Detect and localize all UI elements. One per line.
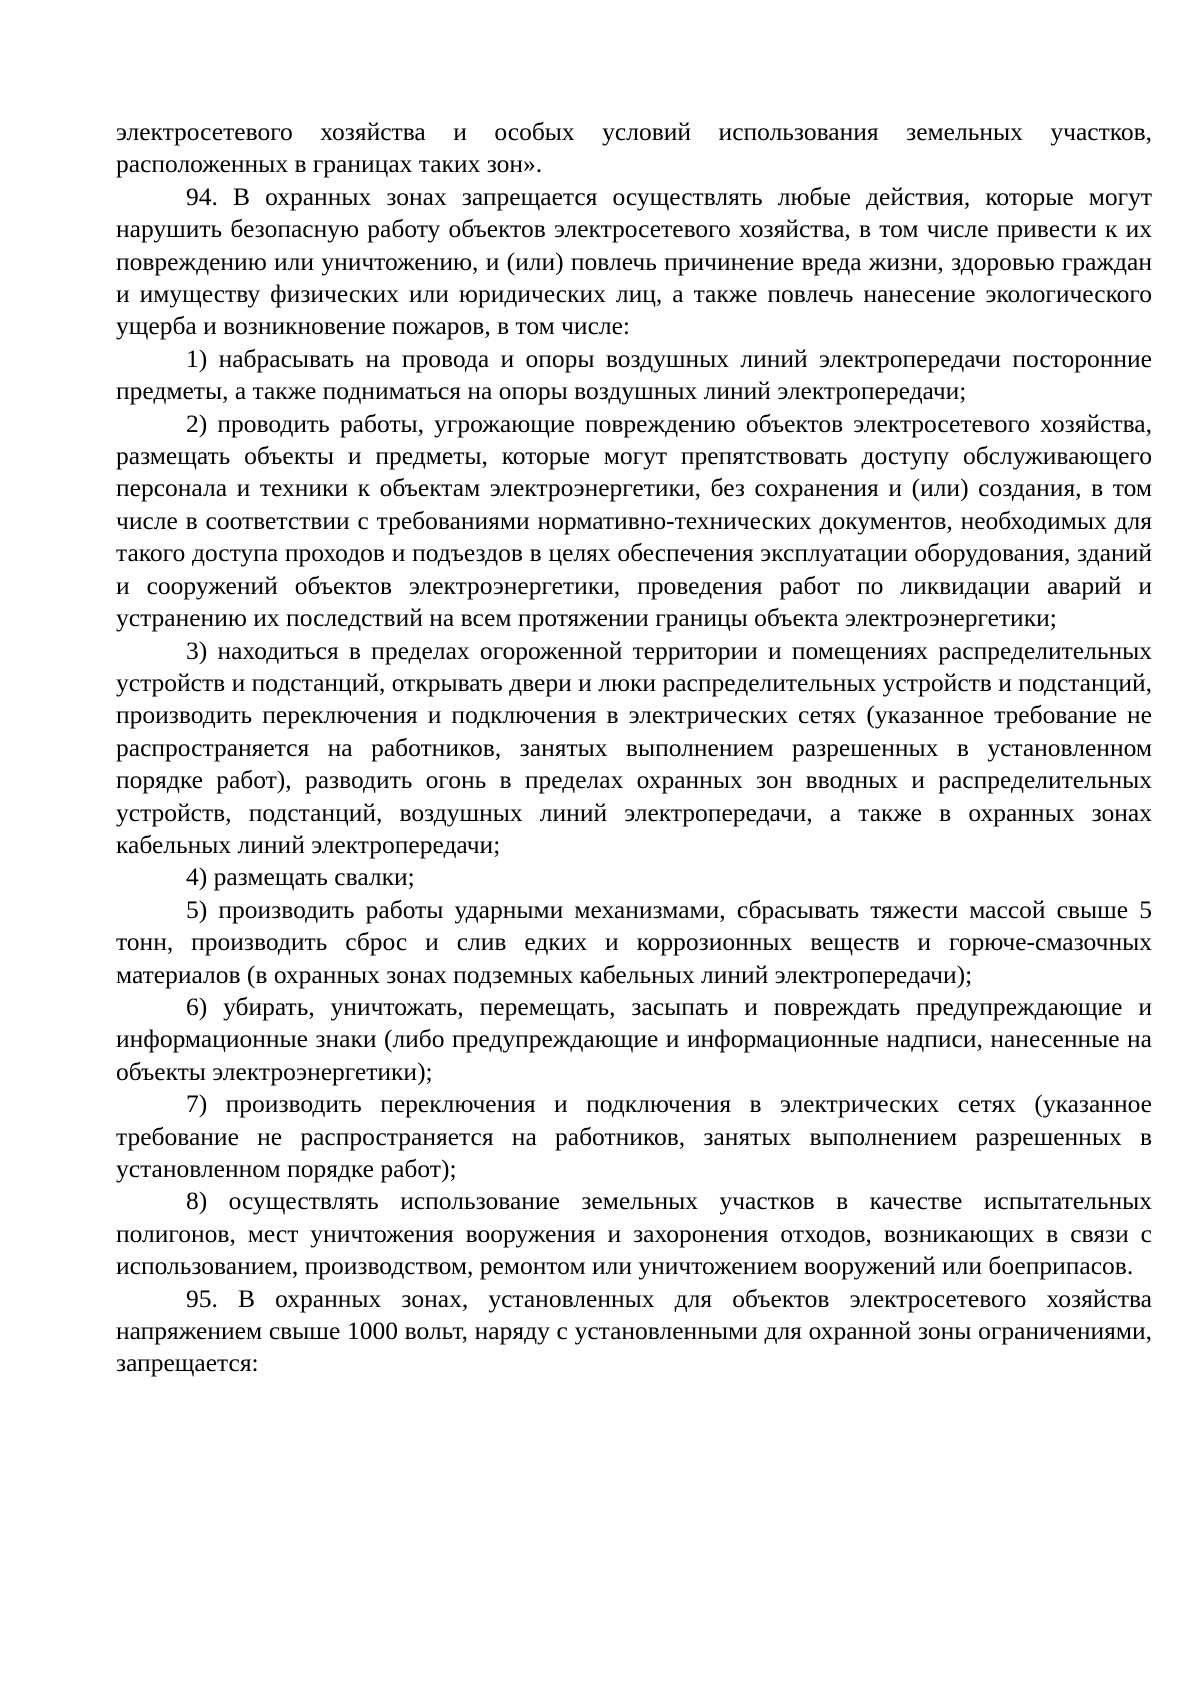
paragraph-94: 94. В охранных зонах запрещается осуществлять любые действия, которые могут нарушить безопасную работу объектов электросетевого хозяйства, в том числе привести к их повреждению или уничтожению, и (или) повлечь причинение вреда жизни, здоровью граждан и имуществу физических или юридических лиц, а также повлечь нанесение экологического ущерба и возникновение пожаров, в том числе: — [116, 181, 1152, 341]
list-item-1: 1) набрасывать на провода и опоры воздушных линий электропередачи посторонние предметы, а также подниматься на опоры воздушных линий электропередачи; — [116, 343, 1152, 406]
list-item-5: 5) производить работы ударными механизмами, сбрасывать тяжести массой свыше 5 тонн, производить сброс и слив едких и коррозионных веществ и горюче-смазочных материалов (в охранных зонах подземных кабельных линий электропередачи); — [116, 894, 1152, 989]
list-item-2: 2) проводить работы, угрожающие повреждению объектов электросетевого хозяйства, размещать объекты и предметы, которые могут препятствовать доступу обслуживающего персонала и техники к объектам электроэнергетики, без сохранения и (или) создания, в том числе в соответствии с требованиями нормативно-технических документов, необходимых для такого доступа проходов и подъездов в целях обеспечения эксплуатации оборудования, зданий и сооружений объектов электроэнергетики, проведения работ по ликвидации аварий и устранению их последствий на всем протяжении границы объекта электроэнергетики; — [116, 408, 1152, 633]
paragraph-95: 95. В охранных зонах, установленных для объектов электросетевого хозяйства напряжением свыше 1000 вольт, наряду с установленными для охранной зоны ограничениями, запрещается: — [116, 1283, 1152, 1378]
document-page — [116, 116, 1152, 1380]
list-item-6: 6) убирать, уничтожать, перемещать, засыпать и повреждать предупреждающие и информационные знаки (либо предупреждающие и информационные надписи, нанесенные на объекты электроэнергетики); — [116, 991, 1152, 1086]
list-item-4: 4) размещать свалки; — [186, 862, 415, 892]
list-item-3: 3) находиться в пределах огороженной территории и помещениях распределительных устройств и подстанций, открывать двери и люки распределительных устройств и подстанций, производить переключения и подключения в электрических сетях (указанное требование не распространяется на работников, занятых выполнением разрешенных в установленном порядке работ), разводить огонь в пределах охранных зон вводных и распределительных устройств, подстанций, воздушных линий электропередачи, а также в охранных зонах кабельных линий электропередачи; — [116, 635, 1152, 859]
list-item-8: 8) осуществлять использование земельных участков в качестве испытательных полигонов, мест уничтожения вооружения и захоронения отходов, возникающих в связи с использованием, производством, ремонтом или уничтожением вооружений или боеприпасов. — [116, 1186, 1152, 1281]
paragraph-continuation: электросетевого хозяйства и особых условий использования земельных участков, расположенных в границах таких зон». — [116, 117, 1152, 179]
list-item-7: 7) производить переключения и подключения в электрических сетях (указанное требование не распространяется на работников, занятых выполнением разрешенных в установленном порядке работ); — [116, 1089, 1152, 1183]
